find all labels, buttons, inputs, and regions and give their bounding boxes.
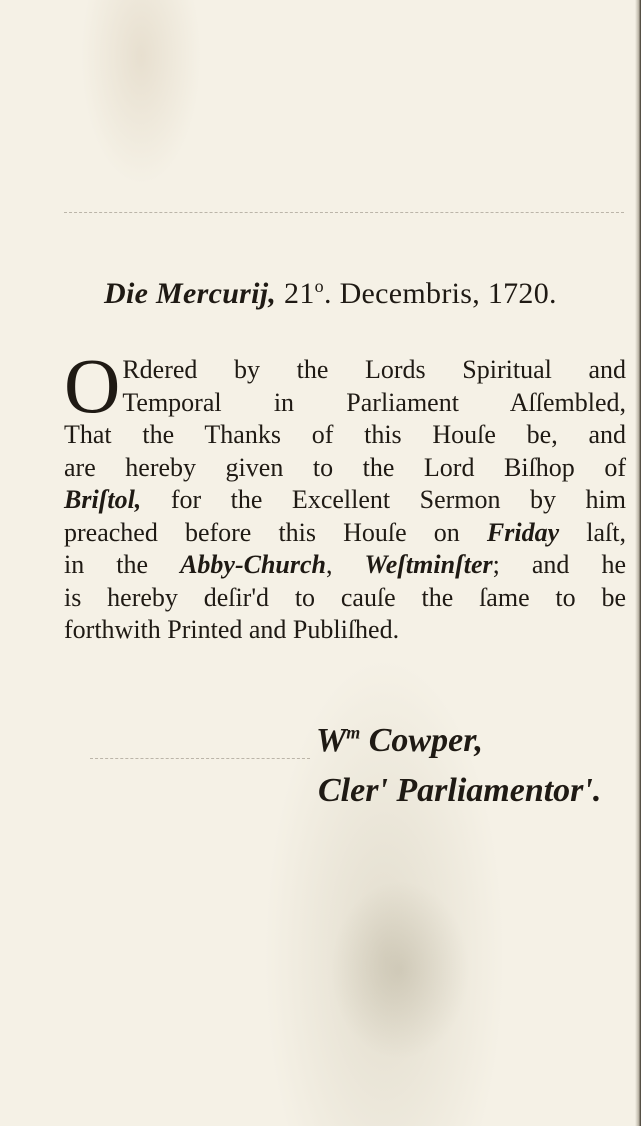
order-line-8: is hereby deſir'd to cauſe the ſame to be bbox=[64, 582, 626, 612]
paper-stain bbox=[330, 880, 470, 1060]
place-westminster: Weſtminſter bbox=[364, 550, 493, 579]
order-line-7-pre: in the bbox=[64, 550, 181, 579]
order-line-7-post: ; and he bbox=[492, 550, 626, 579]
signature-name-post: Cowper, bbox=[360, 722, 484, 759]
order-line-2: Temporal in Parliament Aſſembled, bbox=[122, 387, 626, 417]
dateline-day: Die Mercurij, bbox=[104, 277, 277, 310]
order-line-9: forthwith Printed and Publiſhed. bbox=[64, 615, 400, 644]
signature-rule bbox=[90, 758, 310, 759]
dateline-date-num: 21 bbox=[284, 277, 315, 310]
order-line-5-rest: for the Excellent Sermon by him bbox=[141, 485, 626, 514]
order-line-7 bbox=[64, 549, 626, 582]
place-abby-church: Abby-Church bbox=[180, 550, 326, 579]
dateline bbox=[104, 276, 557, 311]
order-line-4: are hereby given to the Lord Biſhop of bbox=[64, 452, 626, 482]
order-line-7-mid: , bbox=[326, 550, 365, 579]
signature-name-sup: m bbox=[346, 722, 361, 743]
drop-cap: O bbox=[64, 342, 121, 429]
order-line-6-pre: preached before this Houſe on bbox=[64, 517, 487, 547]
signature-name bbox=[316, 722, 483, 760]
order-line-1: Rdered by the Lords Spiritual and bbox=[122, 355, 626, 384]
header-rule bbox=[64, 212, 624, 213]
day-friday: Friday bbox=[486, 517, 560, 547]
signature-name-pre: W bbox=[316, 722, 347, 759]
dateline-rest: . Decembris, 1720. bbox=[323, 277, 557, 310]
signature-title: Cler' Parliamentor'. bbox=[318, 772, 602, 809]
dateline-date-sup: o bbox=[314, 276, 324, 296]
order-line-6-post: laſt, bbox=[559, 517, 626, 547]
order-text bbox=[64, 342, 626, 647]
order-line-3: That the Thanks of this Houſe be, and bbox=[64, 420, 626, 449]
page-edge-shadow bbox=[635, 0, 641, 1126]
place-bristol: Briſtol, bbox=[64, 485, 142, 514]
order-line-5 bbox=[64, 484, 626, 517]
order-line-6 bbox=[64, 517, 626, 550]
